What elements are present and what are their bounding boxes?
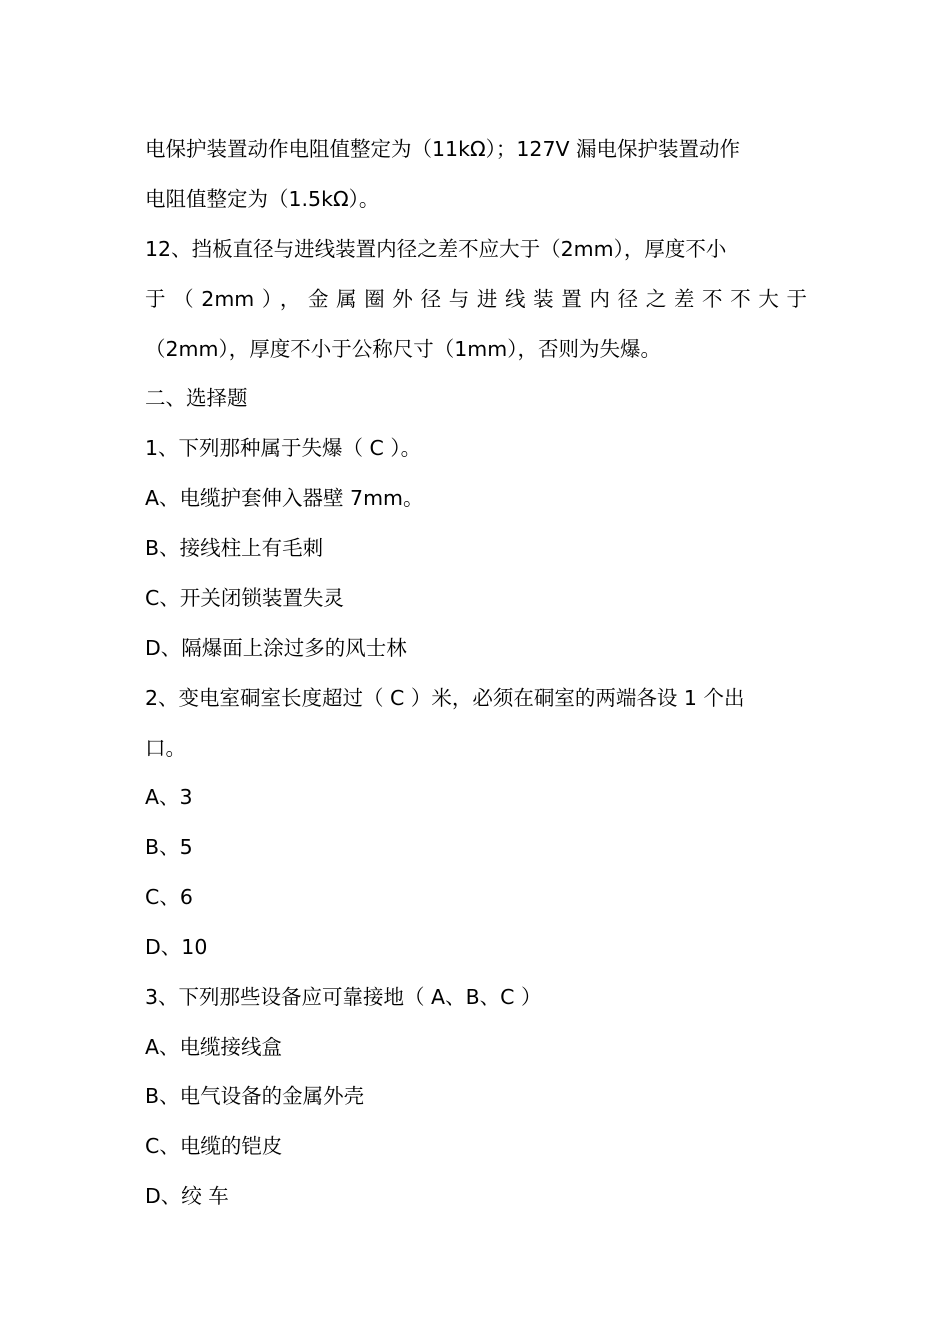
option-a: A、3 <box>145 785 193 809</box>
text-line: 12、挡板直径与进线装置内径之差不应大于（2mm），厚度不小 <box>145 237 727 261</box>
option-b: B、5 <box>145 835 193 859</box>
option-b: B、接线柱上有毛刺 <box>145 536 324 560</box>
text-line: 电阻值整定为（1.5kΩ）。 <box>145 187 380 211</box>
option-c: C、6 <box>145 885 193 909</box>
text-line: 电保护装置动作电阻值整定为（11kΩ）；127V 漏电保护装置动作 <box>145 137 741 161</box>
option-d: D、绞 车 <box>145 1184 229 1208</box>
option-d: D、10 <box>145 935 208 959</box>
question-3: 3、下列那些设备应可靠接地（ A、B、C ） <box>145 985 542 1009</box>
option-c: C、开关闭锁装置失灵 <box>145 586 344 610</box>
question-1: 1、下列那种属于失爆（ C ）。 <box>145 436 422 460</box>
option-c: C、电缆的铠皮 <box>145 1134 283 1158</box>
question-2-continued: 口。 <box>145 736 186 760</box>
option-d: D、隔爆面上涂过多的风士林 <box>145 636 407 660</box>
option-a: A、电缆护套伸入器壁 7mm。 <box>145 486 424 510</box>
option-b: B、电气设备的金属外壳 <box>145 1084 365 1108</box>
question-2: 2、变电室硐室长度超过（ C ）米，必须在硐室的两端各设 1 个出 <box>145 686 745 710</box>
section-heading: 二、选择题 <box>145 386 248 410</box>
option-a: A、电缆接线盒 <box>145 1035 283 1059</box>
text-line: （2mm），厚度不小于公称尺寸（1mm），否则为失爆。 <box>145 337 661 361</box>
text-line: 于（2mm），金属圈外径与进线装置内径之差不不大于 <box>145 287 807 311</box>
